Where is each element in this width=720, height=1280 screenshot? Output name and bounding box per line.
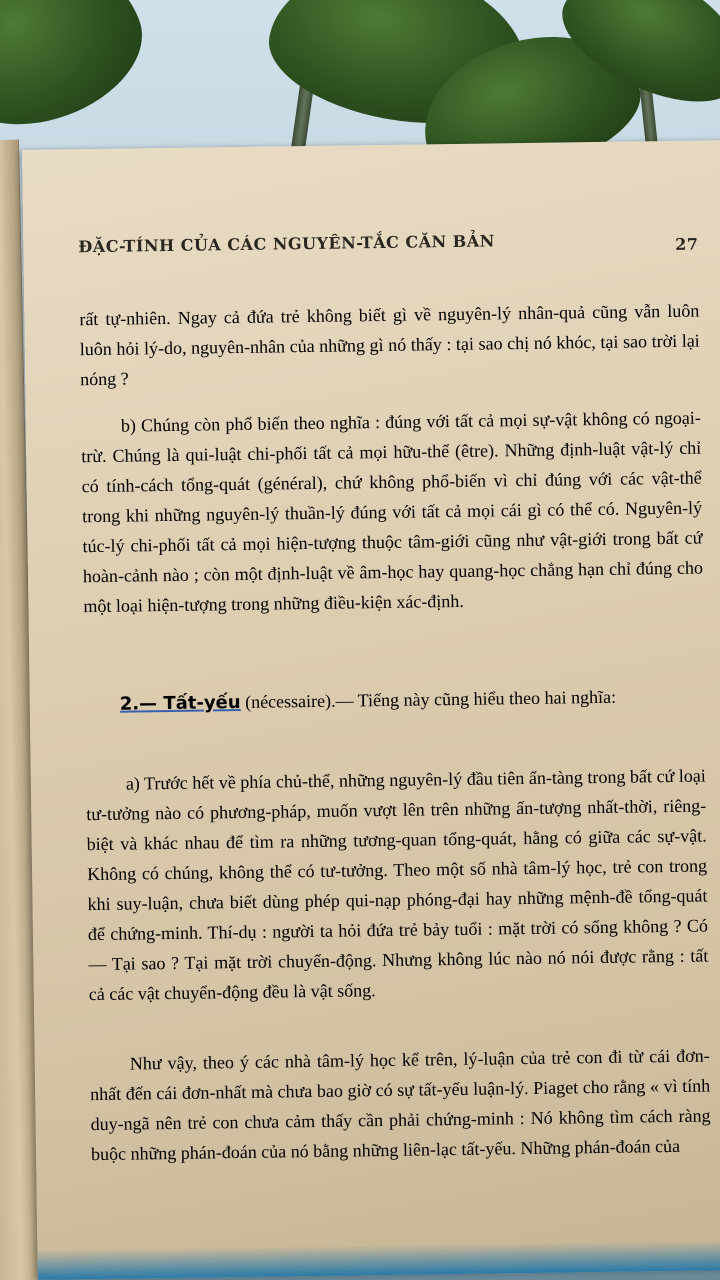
section-heading-text: (nécessaire).— Tiếng này cũng hiểu theo hai nghĩa:: [240, 686, 617, 713]
book-page: [22, 140, 720, 1280]
paragraph: Như vậy, theo ý các nhà tâm-lý học kể trên, lý-luận của trẻ con đi từ cái đơn-nhất đến cái đơn-nhất mà chưa bao giờ có sự tất-yếu luận-lý. Piaget cho rằng « vì tính duy-ngã nên trẻ con chưa cảm thấy cần phải chứng-minh : Nó không tìm cách ràng buộc những phán-đoán của nó bằng những liên-lạc tất-yếu. Những phán-đoán của: [90, 1045, 711, 1165]
section-heading: [120, 681, 705, 720]
section-label: 2.— Tất-yếu: [119, 692, 241, 715]
paragraph: rất tự-nhiên. Ngay cả đứa trẻ không biết gì về nguyên-lý nhân-quả cũng vẫn luôn luôn hỏi lý-do, nguyên-nhân của những gì nó thấy : tại sao chị nó khóc, tại sao trời lại nóng ?: [79, 300, 700, 390]
running-title: ĐẶC-TÍNH CỦA CÁC NGUYÊN-TẮC CĂN BẢN: [78, 231, 495, 257]
page-bottom-shadow: [37, 1240, 720, 1280]
plant-leaf: [0, 0, 161, 149]
running-head: [78, 229, 698, 257]
paragraph: b) Chúng còn phổ biến theo nghĩa : đúng với tất cả mọi sự-vật không có ngoại-trừ. Chúng là qui-luật chi-phối tất cả mọi hữu-thể (être). Những định-luật vật-lý chỉ có tính-cách tổng-quát (général), chứ không phổ-biến vì chỉ đúng với các vật-thể trong khi những nguyên-lý thuần-lý đúng với tất cả mọi cái gì có thể có. Nguyên-lý túc-lý chi-phối tất cả mọi hiện-tượng thuộc tâm-giới cũng như vật-giới trong bất cứ hoàn-cảnh nào ; còn một định-luật về âm-học hay quang-học chẳng hạn chỉ đúng cho một loại hiện-tượng trong những điều-kiện xác-định.: [81, 407, 704, 617]
paragraph: a) Trước hết về phía chủ-thể, những nguyên-lý đầu tiên ẩn-tàng trong bất cứ loại tư-tưởng nào có phương-pháp, muốn vượt lên trên những ấn-tượng nhất-thời, riêng-biệt và khác nhau để tìm ra những tương-quan tổng-quát, hằng có giữa các sự-vật. Không có chúng, không thể có tư-tưởng. Theo một số nhà tâm-lý học, trẻ con trong khi suy-luận, chưa biết dùng phép qui-nạp phóng-đại hay những mệnh-đề tổng-quát để chứng-minh. Thí-dụ : người ta hỏi đứa trẻ bảy tuổi : mặt trời có sống không ? Có — Tại sao ? Tại mặt trời chuyển-động. Nhưng không lúc nào nó nói được rằng : tất cả các vật chuyển-động đều là vật sống.: [86, 765, 709, 1005]
page-number: 27: [674, 234, 699, 254]
